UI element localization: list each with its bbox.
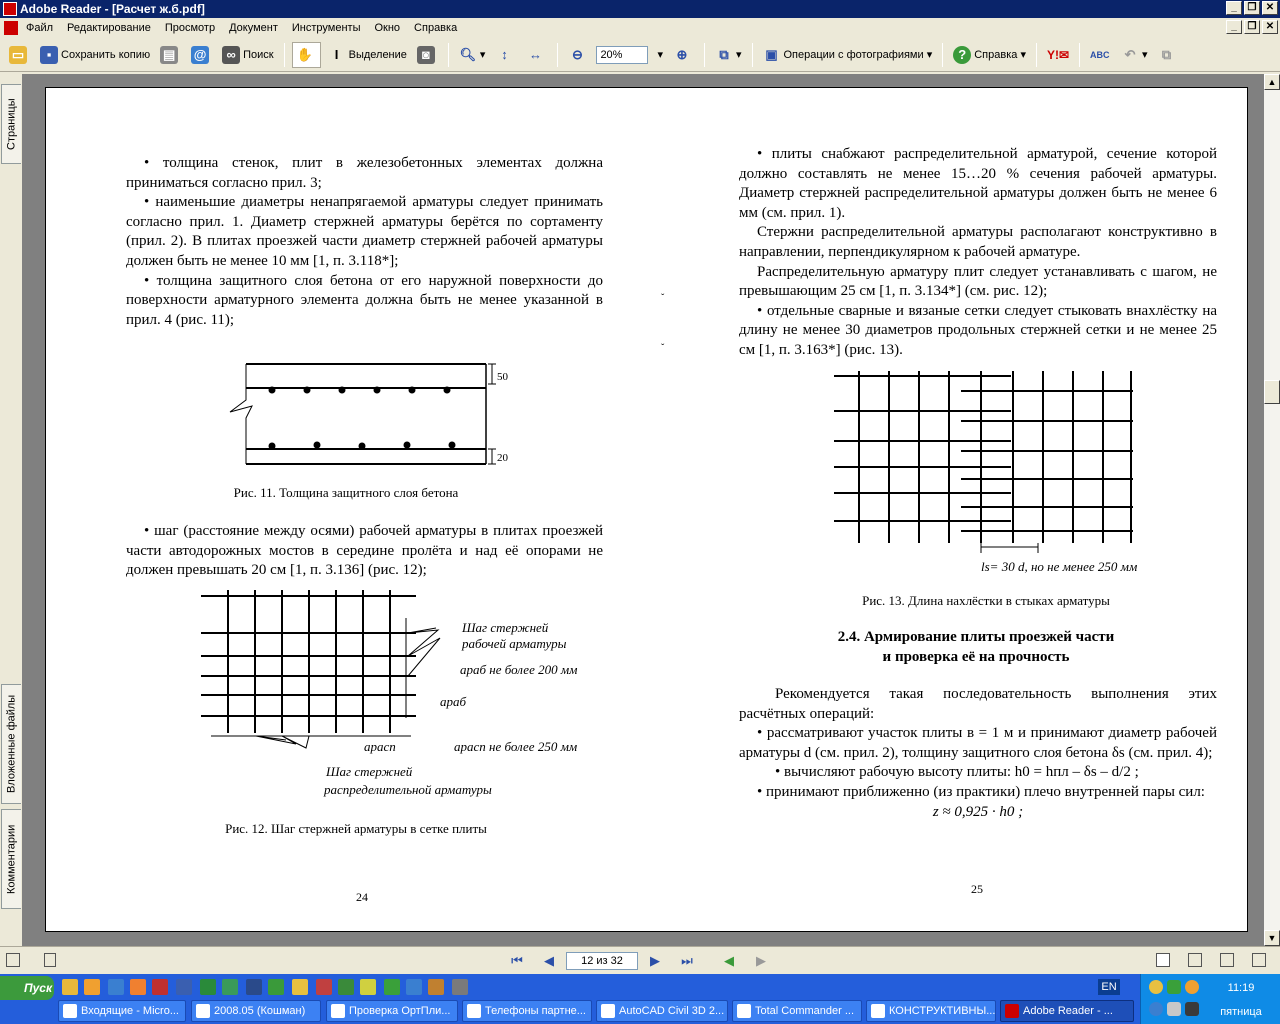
pdf-page-spread	[45, 87, 1248, 932]
help-icon: ?	[953, 46, 971, 64]
section-heading-line2: и проверка её на прочность	[882, 649, 1070, 665]
window-title: Adobe Reader - [Расчет ж.б.pdf]	[20, 2, 205, 16]
quicklaunch-app6-icon[interactable]	[360, 979, 376, 995]
paragraph: • отдельные сварные и вязаные сетки следует стыковать внахлёстку на длину не менее 30 диаметров продольных стержней сетки и не менее 25 см [1, п. 3.163*] (рис. 13).	[739, 302, 1217, 358]
quicklaunch-winrar-icon[interactable]	[152, 979, 168, 995]
quicklaunch-excel-icon[interactable]	[200, 979, 216, 995]
tab-pages-label: Страницы	[5, 98, 18, 150]
quicklaunch-media-icon[interactable]	[406, 979, 422, 995]
undo-button[interactable]	[1118, 42, 1151, 68]
zoom-input[interactable]: 20%	[596, 46, 648, 64]
paragraph: • вычисляют рабочую высоту плиты: h0 = hпл – δs – d/2 ;	[775, 764, 1139, 781]
system-tray	[1140, 974, 1280, 1024]
quicklaunch-folder-icon[interactable]	[292, 979, 308, 995]
binoculars-icon: ∞	[222, 46, 240, 64]
outlook-icon	[63, 1004, 77, 1018]
task-adobe-reader[interactable]	[1000, 1000, 1134, 1022]
last-page-button[interactable]: ⏭	[681, 953, 693, 968]
fig12-label-a-dist-limit: арасп не более 250 мм	[454, 739, 578, 754]
figure-12	[196, 588, 596, 808]
search-label: Поиск	[243, 48, 274, 61]
quicklaunch-app8-icon[interactable]	[428, 979, 444, 995]
left-column	[126, 154, 603, 330]
quicklaunch-clock-icon[interactable]	[84, 979, 100, 995]
task-excel-check[interactable]	[326, 1000, 458, 1022]
navigation-panel	[0, 74, 22, 944]
view-continuous-facing-icon[interactable]	[1252, 953, 1266, 967]
forward-button[interactable]: ▶	[756, 953, 766, 968]
doc-restore-button[interactable]: ❐	[1244, 20, 1260, 34]
chevron-down-icon: ▾	[735, 49, 742, 61]
figure-12-caption: Рис. 12. Шаг стержней арматуры в сетке плиты	[225, 821, 487, 836]
doc-close-button[interactable]: ✕	[1262, 20, 1278, 34]
word-icon	[871, 1004, 885, 1018]
task-label: Adobe Reader - ...	[1023, 1005, 1113, 1017]
figure-11-caption: Рис. 11. Толщина защитного слоя бетона	[233, 485, 459, 500]
fig11-dim-top: 50	[497, 371, 508, 383]
tray-app-icon[interactable]	[1167, 980, 1181, 994]
previous-page-button[interactable]: ◀	[544, 953, 554, 968]
restore-button[interactable]: ❐	[1244, 1, 1260, 15]
page-number-right: 25	[971, 882, 983, 896]
volume-icon[interactable]	[1167, 1002, 1181, 1016]
figure-13-caption: Рис. 13. Длина нахлёстки в стыках арматуры	[862, 593, 1110, 608]
quicklaunch-save-icon[interactable]	[246, 979, 262, 995]
task-label: Входящие - Micro...	[81, 1005, 179, 1017]
task-word-doc[interactable]	[866, 1000, 996, 1022]
menu-file[interactable]: Файл	[26, 22, 54, 34]
chevron-down-icon: ▾	[1020, 49, 1026, 61]
task-label: Total Commander ...	[755, 1005, 855, 1017]
view-facing-icon[interactable]	[1220, 953, 1234, 967]
quicklaunch-app3-icon[interactable]	[268, 979, 284, 995]
paragraph: • толщина стенок, плит в железобетонных элементах должна приниматься согласно прил. 3;	[126, 155, 603, 191]
paragraph: • принимают приближенно (из практики) плечо внутренней пары сил:	[757, 783, 1205, 800]
status-bar	[0, 946, 1280, 974]
chevron-down-icon[interactable]: ▾	[479, 49, 486, 61]
fig12-label-step-working-1: Шаг стержней	[462, 620, 549, 635]
tab-comments-label: Комментарии	[5, 824, 18, 894]
fig12-label-step-dist-1: Шаг стержней	[326, 764, 413, 779]
document-icon[interactable]	[4, 21, 18, 35]
select-tool-button[interactable]	[325, 42, 410, 68]
page-number-left: 24	[356, 890, 368, 904]
email-button[interactable]	[188, 42, 215, 68]
select-label: Выделение	[348, 48, 407, 61]
help-button[interactable]	[950, 42, 1029, 68]
scroll-down-button[interactable]: ▼	[1264, 930, 1280, 946]
taskbar	[0, 974, 1280, 1024]
minimize-button[interactable]: _	[1226, 1, 1242, 15]
task-total-commander[interactable]	[732, 1000, 862, 1022]
close-button[interactable]: ✕	[1262, 1, 1278, 15]
camera-icon: ◙	[417, 46, 435, 64]
save-copy-button[interactable]	[37, 42, 153, 68]
separator	[284, 43, 285, 67]
text-cursor-icon: I	[334, 46, 339, 62]
clock-time: 11:19	[1227, 982, 1255, 994]
separator	[557, 43, 558, 67]
fig11-dim-bottom: 20	[497, 452, 508, 464]
chevron-down-icon: ▾	[1142, 49, 1148, 61]
fig12-label-a-work-limit: араб не более 200 мм	[460, 662, 578, 677]
zoom-in-button[interactable]	[670, 42, 697, 68]
adobe-reader-icon	[1005, 1004, 1019, 1018]
fit-width-button[interactable]	[523, 42, 550, 68]
task-excel-phones[interactable]	[462, 1000, 592, 1022]
doc-minimize-button[interactable]: _	[1226, 20, 1242, 34]
tab-comments[interactable]	[1, 809, 21, 909]
help-label: Справка	[974, 48, 1018, 61]
view-continuous-icon[interactable]	[1188, 953, 1202, 967]
toolbar	[0, 38, 1280, 72]
zoom-tool-button[interactable]	[456, 42, 489, 68]
menu-document[interactable]: Документ	[229, 22, 278, 34]
task-folder-2008[interactable]	[191, 1000, 321, 1022]
email-icon: @	[191, 46, 209, 64]
search-button[interactable]	[219, 42, 276, 68]
right-column-2	[739, 685, 1217, 822]
first-page-button[interactable]: ⏮	[511, 953, 523, 968]
menu-bar	[0, 18, 1280, 38]
network-icon[interactable]	[1149, 1002, 1163, 1016]
fig12-label-a-work: араб	[440, 694, 467, 709]
chevron-down-icon: ▾	[657, 49, 663, 61]
task-autocad[interactable]	[596, 1000, 728, 1022]
quicklaunch-app9-icon[interactable]	[452, 979, 468, 995]
spellcheck-button[interactable]	[1087, 42, 1114, 68]
task-label: Проверка ОртПли...	[349, 1005, 451, 1017]
fig13-overlap-label: ls= 30 d, но не менее 250 мм	[981, 559, 1138, 574]
tab-pages[interactable]	[1, 84, 21, 164]
window-titlebar[interactable]	[0, 0, 1280, 18]
document-view[interactable]	[22, 74, 1264, 946]
adobe-reader-icon	[3, 2, 17, 16]
separator	[752, 43, 753, 67]
paragraph: • толщина защитного слоя бетона от его наружной поверхности до поверхности арматурного элемента должна быть не менее указанной в прил. 4 (рис. 11);	[126, 272, 603, 328]
paragraph: • наименьшие диаметры ненапрягаемой арматуры следует принимать согласно прил. 1. Диаметр стержней арматуры берётся по сортаменту (прил. 2). В плитах проезжей части диаметр стержней рабочей арматуры должен быть не менее 10 мм [1, п. 3.118*];	[126, 194, 603, 269]
hand-icon: ✋	[296, 46, 313, 62]
quicklaunch-app-icon[interactable]	[130, 979, 146, 995]
fit-height-icon: ↕	[501, 46, 508, 62]
view-single-icon[interactable]	[1156, 953, 1170, 967]
paragraph: • плиты снабжают распределительной арматурой, сечение которой должно составлять не менее 15…20 % сечения рабочей арматуры. Диаметр стержней распределительной арматуры должен быть не менее 6 мм (см. прил. 1).	[739, 146, 1217, 221]
fit-height-button[interactable]	[492, 42, 519, 68]
fit-width-icon: ↔	[528, 46, 542, 62]
zoom-out-icon: ⊖	[571, 46, 583, 62]
document-window-buttons	[1226, 20, 1278, 34]
print-button[interactable]	[157, 42, 184, 68]
copy-icon: ⧉	[1161, 46, 1172, 62]
paragraph: • рассматривают участок плиты в = 1 м и принимают диаметр рабочей арматуры d (см. прил. 2), толщину защитного слоя бетона δs (см. прил. 4);	[739, 725, 1217, 761]
start-button[interactable]: Пуск	[0, 976, 54, 1000]
separator	[704, 43, 705, 67]
task-label: 2008.05 (Кошман)	[214, 1005, 306, 1017]
yahoo-button[interactable]	[1044, 42, 1072, 68]
separator	[942, 43, 943, 67]
figure-11	[206, 360, 506, 475]
scroll-up-button[interactable]: ▲	[1264, 74, 1280, 90]
formula: z ≈ 0,925 · h0 ;	[932, 803, 1024, 820]
zoom-out-button[interactable]	[565, 42, 592, 68]
tab-attachments-label: Вложенные файлы	[5, 694, 18, 794]
fig12-label-a-dist: арасп	[364, 739, 396, 754]
pages-icon: ⧉	[719, 46, 729, 62]
photo-operations-button[interactable]	[760, 42, 936, 68]
clock[interactable]	[1211, 982, 1271, 1018]
quicklaunch-ie-icon[interactable]	[108, 979, 124, 995]
zoom-dropdown[interactable]	[654, 42, 666, 68]
vertical-scrollbar[interactable]	[1264, 74, 1280, 946]
photo-icon: ▣	[765, 46, 778, 62]
back-button[interactable]: ◀	[724, 953, 734, 968]
rotate-button[interactable]	[712, 42, 745, 68]
scroll-thumb[interactable]	[1264, 380, 1280, 404]
task-label: AutoCAD Civil 3D 2...	[619, 1005, 725, 1017]
scan-mark: ˇ	[661, 343, 665, 354]
hand-tool-button[interactable]	[292, 42, 321, 68]
quicklaunch-app7-icon[interactable]	[384, 979, 400, 995]
chevron-down-icon: ▾	[926, 49, 933, 61]
clock-tray-icon[interactable]	[1185, 980, 1199, 994]
quicklaunch-app4-icon[interactable]	[316, 979, 332, 995]
shield-icon[interactable]	[1149, 980, 1163, 994]
autocad-icon	[601, 1004, 615, 1018]
quicklaunch-outlook-icon[interactable]	[62, 979, 78, 995]
next-page-button[interactable]: ▶	[650, 953, 660, 968]
task-label: Телефоны партне...	[485, 1005, 586, 1017]
figure-13	[831, 371, 1151, 576]
tab-attachments[interactable]	[1, 684, 21, 804]
quicklaunch-app5-icon[interactable]	[338, 979, 354, 995]
task-label: КОНСТРУКТИВНЫ...	[889, 1005, 996, 1017]
undo-icon: ↶	[1124, 46, 1136, 62]
task-outlook[interactable]	[58, 1000, 186, 1022]
folder-icon: ▭	[9, 46, 27, 64]
section-heading-line1: 2.4. Армирование плиты проезжей части	[837, 629, 1115, 645]
right-column	[739, 145, 1217, 361]
separator	[1079, 43, 1080, 67]
page-number-field[interactable]: 12 из 32	[566, 952, 638, 970]
page-layout-icon[interactable]	[6, 953, 20, 967]
single-page-icon[interactable]	[44, 953, 56, 967]
excel-icon	[331, 1004, 345, 1018]
scan-mark: ˇ	[661, 293, 665, 304]
spellcheck-icon: ABC	[1090, 49, 1110, 60]
separator	[1036, 43, 1037, 67]
yahoo-icon: Y!✉	[1046, 47, 1070, 62]
snapshot-button[interactable]	[414, 42, 441, 68]
magnifier-icon: 🔍︎	[459, 46, 477, 62]
quicklaunch-app2-icon[interactable]	[222, 979, 238, 995]
zoom-in-icon: ⊕	[676, 46, 688, 62]
fig12-label-step-dist-2: распределительной арматуры	[324, 782, 492, 797]
floppy-icon	[737, 1004, 751, 1018]
paragraph: Рекомендуется такая последовательность выполнения этих расчётных операций:	[739, 686, 1217, 722]
excel-icon	[467, 1004, 481, 1018]
paragraph: • шаг (расстояние между осями) рабочей арматуры в плитах проезжей части автодорожных мостов в середине пролёта и над её опорами не должен превышать 20 см [1, п. 3.136] (рис. 12);	[126, 523, 603, 579]
quicklaunch-word-icon[interactable]	[176, 979, 192, 995]
menu-view[interactable]: Просмотр	[164, 22, 216, 34]
separator	[448, 43, 449, 67]
menu-tools[interactable]: Инструменты	[291, 22, 361, 34]
floppy-icon: ▪	[40, 46, 58, 64]
fig12-label-step-working-2: рабочей арматуры	[462, 636, 567, 651]
save-copy-label: Сохранить копию	[61, 48, 151, 61]
folder-icon	[196, 1004, 210, 1018]
left-column-2	[126, 522, 603, 581]
clock-day: пятница	[1220, 1006, 1262, 1018]
paragraph: Распределительную арматуру плит следует устанавливать с шагом, не превышающим 25 см [1, п. 3.134*] (см. рис. 12);	[739, 263, 1217, 300]
menu-help[interactable]: Справка	[414, 22, 458, 34]
paragraph: Стержни распределительной арматуры располагают конструктивно в направлении, перпендикулярном к рабочей арматуре.	[739, 224, 1217, 260]
language-indicator[interactable]: EN	[1098, 979, 1120, 995]
menu-window[interactable]: Окно	[374, 22, 401, 34]
menu-edit[interactable]: Редактирование	[67, 22, 151, 34]
printer-icon: ▤	[160, 46, 178, 64]
photo-ops-label: Операции с фотографиями	[783, 48, 924, 61]
copy-button[interactable]	[1155, 42, 1182, 68]
open-button[interactable]	[6, 42, 33, 68]
tray-app2-icon[interactable]	[1185, 1002, 1199, 1016]
